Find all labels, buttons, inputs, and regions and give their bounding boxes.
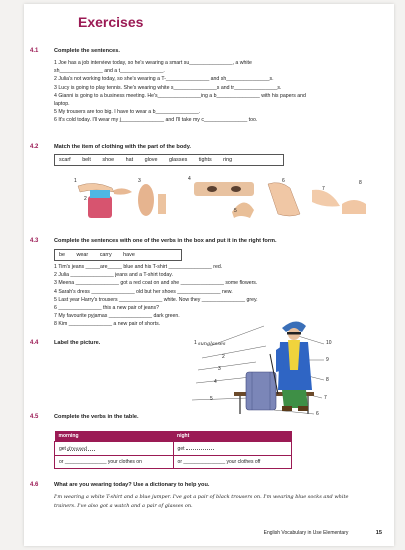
exercise-instruction: Complete the sentences with one of the verbs in the box and put it in the right form. bbox=[54, 238, 277, 244]
sentence: 3 Meena _______________ got a red coat on and she _______________ some flowers. bbox=[54, 280, 258, 287]
word-box bbox=[54, 154, 284, 166]
word: glasses bbox=[168, 157, 188, 163]
label-number: 5 bbox=[210, 396, 213, 402]
word: have bbox=[123, 252, 135, 258]
sentence: 8 Kim _______________ a new pair of shorts. bbox=[54, 321, 161, 328]
page-number: 15 bbox=[375, 530, 382, 536]
label-number: 8 bbox=[326, 377, 329, 383]
exercise-number: 4.3 bbox=[30, 238, 39, 244]
page-footer bbox=[264, 530, 382, 536]
handwritten-answer-line: trainers. I've also got a watch and a pair of glasses on. bbox=[54, 503, 193, 509]
word: carry bbox=[99, 252, 112, 258]
blank bbox=[186, 445, 214, 450]
verbs-table bbox=[54, 431, 292, 469]
handwritten-answer: dressed bbox=[67, 446, 95, 451]
sentence: 5 Last year Harry's trousers _______________ white. Now they _______________ grey. bbox=[54, 296, 258, 303]
word: ring bbox=[223, 157, 233, 163]
label-picture bbox=[174, 310, 374, 420]
cell-text: get bbox=[177, 446, 185, 452]
table-cell[interactable] bbox=[55, 442, 174, 456]
column-header-night: night bbox=[173, 431, 291, 442]
exercise-number: 4.1 bbox=[30, 48, 39, 54]
word: glove bbox=[144, 157, 158, 163]
handwritten-answer-line: I'm wearing a white T-shirt and a blue jumper. I've got a pair of black trousers on. I'm wearing blue socks and white bbox=[54, 494, 349, 500]
word-box bbox=[54, 249, 182, 261]
sentence: 5 My trousers are too big. I have to wear a b_______________. bbox=[54, 109, 201, 116]
picture-number: 8 bbox=[359, 180, 362, 186]
word: shoe bbox=[102, 157, 115, 163]
sentence: laptop. bbox=[54, 101, 70, 108]
sentence: sh_______________ and a t_______________. bbox=[54, 68, 165, 75]
word: scarf bbox=[59, 157, 71, 163]
label-number: 9 bbox=[326, 357, 329, 363]
sentence: 2 Julia's not working today, so she's wearing a T-_______________ and sh_______________s. bbox=[54, 76, 274, 83]
word: be bbox=[59, 252, 65, 258]
table-cell[interactable]: or _______________ your clothes off bbox=[173, 456, 291, 469]
sentence: 4 Sarah's dress _______________ old but her shoes _______________ new. bbox=[54, 288, 233, 295]
sentence: 2 Julia _______________ jeans and a T-shirt today. bbox=[54, 272, 173, 279]
column-header-morning: morning bbox=[55, 431, 174, 442]
word: hat bbox=[125, 157, 134, 163]
exercise-instruction: Complete the sentences. bbox=[54, 48, 120, 54]
page-title: Exercises bbox=[78, 14, 144, 30]
exercise-number: 4.2 bbox=[30, 144, 39, 150]
sentence: 1 Tim's jeans _____are_____ blue and his T-shirt _______________ red. bbox=[54, 264, 223, 270]
sentence-list bbox=[54, 59, 306, 125]
exercise-instruction: What are you wearing today? Use a dictionary to help you. bbox=[54, 482, 210, 488]
exercise-instruction: Match the item of clothing with the part of the body. bbox=[54, 144, 191, 150]
body-parts-illustration bbox=[54, 174, 374, 224]
sentence: 6 It's cold today. I'll wear my j_______________ and I'll take my c_______________ too. bbox=[54, 117, 258, 124]
exercise-number: 4.5 bbox=[30, 414, 39, 420]
exercise-number: 4.4 bbox=[30, 340, 39, 346]
picture-number: 6 bbox=[282, 178, 285, 184]
word: tights bbox=[198, 157, 212, 163]
body-parts-strip bbox=[54, 174, 374, 224]
word: belt bbox=[82, 157, 91, 163]
exercise-instruction: Complete the verbs in the table. bbox=[54, 414, 139, 420]
label-number: 3 bbox=[218, 366, 221, 372]
exercise-instruction: Label the picture. bbox=[54, 340, 101, 346]
word: wear bbox=[76, 252, 89, 258]
label-number: 6 bbox=[316, 411, 319, 417]
label-number: 1 bbox=[194, 340, 197, 346]
picture-number: 5 bbox=[234, 208, 237, 214]
picture-number: 1 bbox=[74, 178, 77, 184]
picture-number: 4 bbox=[188, 176, 191, 182]
sentence: 4 Gianni is going to a business meeting. He's_______________ing a b_______________ with his papers and bbox=[54, 92, 306, 99]
label-number: 4 bbox=[214, 379, 217, 385]
label-number: 7 bbox=[324, 395, 327, 401]
label-answer: sunglasses bbox=[198, 341, 226, 347]
exercise-number: 4.6 bbox=[30, 482, 39, 488]
picture-number: 2 bbox=[84, 196, 87, 202]
workbook-page bbox=[24, 4, 394, 546]
sentence: 6 _______________ this a new pair of jeans? bbox=[54, 305, 159, 312]
sentence: 3 Lucy is going to play tennis. She's wearing white s_______________s and tr_______________s. bbox=[54, 84, 282, 91]
book-title: English Vocabulary in Use Elementary bbox=[263, 530, 349, 536]
label-number: 2 bbox=[222, 354, 225, 360]
picture-number: 7 bbox=[322, 186, 325, 192]
table-cell[interactable] bbox=[173, 442, 291, 456]
picture-number: 3 bbox=[138, 178, 141, 184]
traveller-illustration bbox=[174, 310, 374, 420]
label-number: 10 bbox=[326, 340, 332, 346]
sentence: 1 Joe has a job interview today, so he's wearing a smart su_______________, a white bbox=[54, 60, 252, 66]
cell-text: get bbox=[59, 445, 66, 452]
sentence: 7 My favourite pyjamas _______________ dark green. bbox=[54, 313, 180, 320]
table-cell[interactable]: or _______________ your clothes on bbox=[55, 456, 174, 469]
